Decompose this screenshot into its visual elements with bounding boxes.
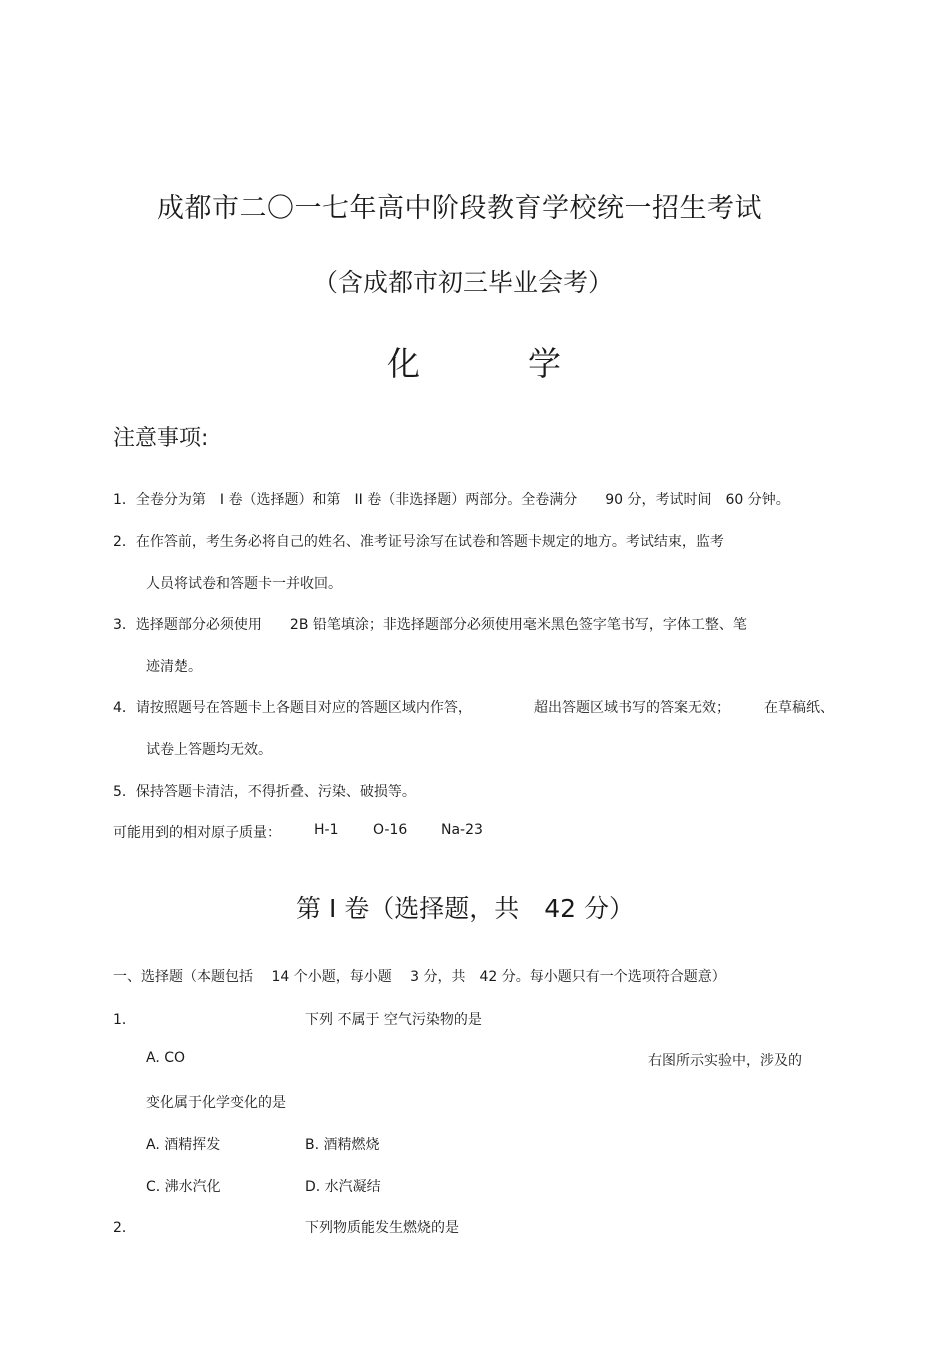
notice-item-3: 3．选择题部分必须使用 2B 铅笔填涂；非选择题部分必须使用毫米黑色签字笔书写，字体工整、笔 — [113, 617, 747, 633]
notice-item-3-cont: 迹清楚。 — [146, 659, 202, 675]
notice-item-2: 2．在作答前，考生务必将自己的姓名、准考证号涂写在试卷和答题卡规定的地方。考试结束，监考 — [113, 534, 724, 550]
question-1b-stem: 右图所示实验中，涉及的 — [648, 1053, 802, 1069]
question-1-number: 1． — [113, 1012, 136, 1028]
question-2-stem: 下列物质能发生燃烧的是 — [305, 1220, 459, 1236]
exam-subtitle: （含成都市初三毕业会考） — [313, 268, 614, 297]
atomic-mass-na: Na-23 — [441, 822, 483, 838]
atomic-mass-label: 可能用到的相对原子质量： — [113, 825, 281, 841]
question-1b-option-c: C. 沸水汽化 — [146, 1179, 221, 1195]
notice-item-2-cont: 人员将试卷和答题卡一并收回。 — [146, 576, 342, 592]
notice-item-4-cont: 试卷上答题均无效。 — [146, 742, 272, 758]
atomic-mass-o: O-16 — [373, 822, 408, 838]
section-heading: 第 I 卷（选择题，共 42 分） — [296, 894, 635, 923]
question-1b-option-b: B. 酒精燃烧 — [305, 1137, 380, 1153]
question-1b-stem-cont: 变化属于化学变化的是 — [146, 1095, 286, 1111]
notice-item-1: 1．全卷分为第 I 卷（选择题）和第 II 卷（非选择题）两部分。全卷满分 90 分，考试时间 60 分钟。 — [113, 492, 790, 508]
question-1-option-a: A. CO — [146, 1050, 186, 1066]
question-2-number: 2． — [113, 1220, 136, 1236]
question-1-stem: 下列 不属于 空气污染物的是 — [305, 1012, 482, 1028]
notice-item-4-part2: 超出答题区域书写的答案无效； — [534, 700, 730, 716]
subject-title-right: 学 — [528, 344, 561, 383]
notice-heading: 注意事项: — [113, 426, 209, 451]
question-1b-option-d: D. 水汽凝结 — [305, 1179, 381, 1195]
notice-item-5: 5．保持答题卡清洁，不得折叠、污染、破损等。 — [113, 784, 416, 800]
notice-item-4-part3: 在草稿纸、 — [764, 700, 834, 716]
section-intro: 一、选择题（本题包括 14 个小题，每小题 3 分，共 42 分。每小题只有一个选项符合题意） — [113, 969, 726, 985]
notice-item-4: 4．请按照题号在答题卡上各题目对应的答题区域内作答， — [113, 700, 472, 716]
subject-title-left: 化 — [387, 344, 420, 383]
question-1b-option-a: A. 酒精挥发 — [146, 1137, 221, 1153]
atomic-mass-h: H-1 — [314, 822, 339, 838]
exam-title: 成都市二〇一七年高中阶段教育学校统一招生考试 — [157, 193, 762, 224]
